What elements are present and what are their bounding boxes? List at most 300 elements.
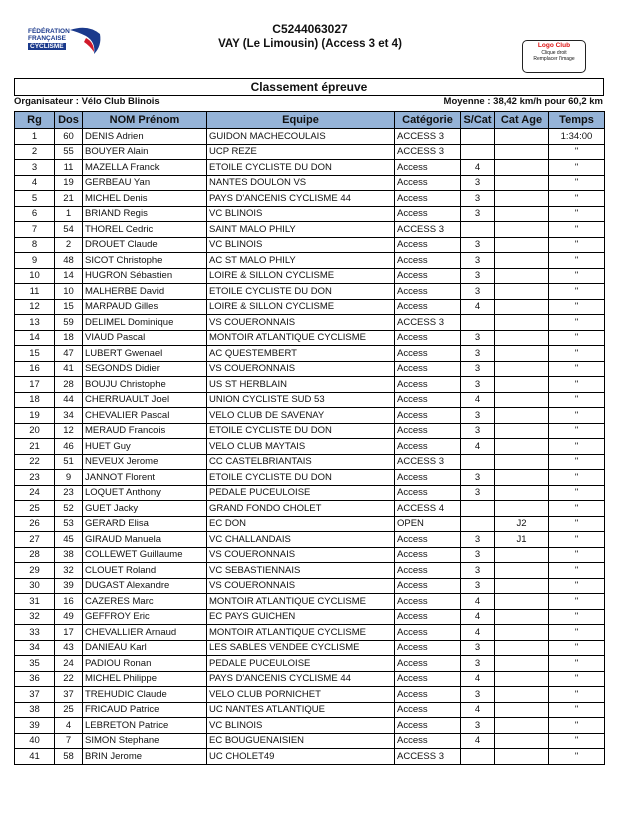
cell-subcategory: 3: [461, 408, 495, 424]
cell-age-category: [495, 439, 549, 455]
cell-bib: 49: [55, 609, 83, 625]
cell-name: MICHEL Philippe: [83, 671, 207, 687]
col-header-time: Temps: [549, 112, 605, 129]
cell-category: Access: [395, 594, 461, 610]
cell-age-category: [495, 392, 549, 408]
cell-time: ": [549, 330, 605, 346]
cell-team: GUIDON MACHECOULAIS: [207, 129, 395, 145]
cell-bib: 60: [55, 129, 83, 145]
table-row: [15, 253, 605, 269]
cell-time: ": [549, 640, 605, 656]
cell-team: LOIRE & SILLON CYCLISME: [207, 268, 395, 284]
cell-time: ": [549, 532, 605, 548]
table-row: [15, 160, 605, 176]
cell-age-category: [495, 501, 549, 517]
cell-age-category: [495, 702, 549, 718]
cell-time: ": [549, 454, 605, 470]
cell-rank: 23: [15, 470, 55, 486]
cell-team: MONTOIR ATLANTIQUE CYCLISME: [207, 594, 395, 610]
cell-bib: 28: [55, 377, 83, 393]
cell-name: FRICAUD Patrice: [83, 702, 207, 718]
cell-rank: 31: [15, 594, 55, 610]
cell-subcategory: [461, 749, 495, 765]
cell-team: CC CASTELBRIANTAIS: [207, 454, 395, 470]
cell-bib: 53: [55, 516, 83, 532]
cell-name: GUET Jacky: [83, 501, 207, 517]
logo-club-hint-2: Remplacer l'image: [533, 56, 575, 62]
cell-age-category: [495, 485, 549, 501]
cell-bib: 21: [55, 191, 83, 207]
cell-bib: 55: [55, 144, 83, 160]
cell-rank: 34: [15, 640, 55, 656]
cell-team: VC BLINOIS: [207, 206, 395, 222]
cell-time: ": [549, 702, 605, 718]
cell-team: PEDALE PUCEULOISE: [207, 656, 395, 672]
table-row: [15, 516, 605, 532]
cell-subcategory: 3: [461, 253, 495, 269]
cell-time: ": [549, 361, 605, 377]
cell-team: VELO CLUB MAYTAIS: [207, 439, 395, 455]
cell-bib: 4: [55, 718, 83, 734]
cell-rank: 24: [15, 485, 55, 501]
cell-category: Access: [395, 671, 461, 687]
table-row: [15, 501, 605, 517]
cell-rank: 33: [15, 625, 55, 641]
table-row: [15, 423, 605, 439]
cell-time: ": [549, 253, 605, 269]
cell-age-category: [495, 749, 549, 765]
cell-time: ": [549, 191, 605, 207]
table-row: [15, 129, 605, 145]
cell-time: ": [549, 594, 605, 610]
table-row: [15, 470, 605, 486]
cell-bib: 54: [55, 222, 83, 238]
cell-subcategory: [461, 454, 495, 470]
average-speed: Moyenne : 38,42 km/h pour 60,2 km: [443, 96, 603, 107]
cell-category: Access: [395, 237, 461, 253]
cell-bib: 1: [55, 206, 83, 222]
cell-age-category: [495, 361, 549, 377]
cell-subcategory: [461, 315, 495, 331]
cell-time: ": [549, 144, 605, 160]
cell-age-category: [495, 594, 549, 610]
cell-age-category: J1: [495, 532, 549, 548]
cell-team: VC SEBASTIENNAIS: [207, 563, 395, 579]
cell-subcategory: 3: [461, 563, 495, 579]
cell-subcategory: 3: [461, 175, 495, 191]
cell-team: AC ST MALO PHILY: [207, 253, 395, 269]
cell-bib: 11: [55, 160, 83, 176]
logo-line-2: FRANÇAISE: [28, 35, 66, 42]
cell-team: PAYS D'ANCENIS CYCLISME 44: [207, 671, 395, 687]
table-row: [15, 299, 605, 315]
cell-subcategory: 3: [461, 532, 495, 548]
logo-line-3: CYCLISME: [30, 43, 64, 50]
cell-rank: 16: [15, 361, 55, 377]
cell-team: MONTOIR ATLANTIQUE CYCLISME: [207, 330, 395, 346]
cell-name: DENIS Adrien: [83, 129, 207, 145]
cell-age-category: [495, 671, 549, 687]
cell-category: Access: [395, 206, 461, 222]
cell-name: GIRAUD Manuela: [83, 532, 207, 548]
cell-bib: 59: [55, 315, 83, 331]
cell-name: BRIAND Regis: [83, 206, 207, 222]
cell-rank: 17: [15, 377, 55, 393]
cell-age-category: [495, 268, 549, 284]
cell-bib: 24: [55, 656, 83, 672]
cell-team: PAYS D'ANCENIS CYCLISME 44: [207, 191, 395, 207]
cell-name: DANIEAU Karl: [83, 640, 207, 656]
cell-category: Access: [395, 268, 461, 284]
cell-time: ": [549, 206, 605, 222]
cell-bib: 22: [55, 671, 83, 687]
cell-bib: 7: [55, 733, 83, 749]
cell-rank: 39: [15, 718, 55, 734]
cell-category: Access: [395, 439, 461, 455]
cell-age-category: [495, 346, 549, 362]
cell-age-category: [495, 687, 549, 703]
table-row: [15, 687, 605, 703]
cell-team: EC DON: [207, 516, 395, 532]
cell-subcategory: 3: [461, 361, 495, 377]
cell-bib: 34: [55, 408, 83, 424]
cell-team: ETOILE CYCLISTE DU DON: [207, 423, 395, 439]
cell-time: ": [549, 160, 605, 176]
cell-bib: 47: [55, 346, 83, 362]
cell-time: ": [549, 578, 605, 594]
cell-age-category: [495, 656, 549, 672]
cell-age-category: [495, 454, 549, 470]
col-header-team: Equipe: [207, 112, 395, 129]
cell-team: VELO CLUB DE SAVENAY: [207, 408, 395, 424]
cell-name: CHEVALIER Pascal: [83, 408, 207, 424]
table-row: [15, 377, 605, 393]
cell-name: CHEVALLIER Arnaud: [83, 625, 207, 641]
cell-category: Access: [395, 330, 461, 346]
cell-rank: 40: [15, 733, 55, 749]
table-row: [15, 532, 605, 548]
cell-subcategory: 3: [461, 268, 495, 284]
cell-time: ": [549, 175, 605, 191]
cell-time: ": [549, 656, 605, 672]
cell-category: Access: [395, 609, 461, 625]
cell-category: Access: [395, 392, 461, 408]
cell-name: BOUJU Christophe: [83, 377, 207, 393]
cell-bib: 32: [55, 563, 83, 579]
race-name: VAY (Le Limousin) (Access 3 et 4): [218, 38, 402, 50]
table-row: [15, 175, 605, 191]
table-row: [15, 284, 605, 300]
cell-subcategory: [461, 144, 495, 160]
cell-age-category: [495, 625, 549, 641]
cell-subcategory: [461, 222, 495, 238]
cell-time: ": [549, 392, 605, 408]
col-header-name: NOM Prénom: [83, 112, 207, 129]
table-row: [15, 656, 605, 672]
cell-name: SIMON Stephane: [83, 733, 207, 749]
cell-team: SAINT MALO PHILY: [207, 222, 395, 238]
table-row: [15, 191, 605, 207]
cell-team: EC PAYS GUICHEN: [207, 609, 395, 625]
cell-age-category: [495, 423, 549, 439]
table-row: [15, 237, 605, 253]
cell-category: ACCESS 4: [395, 501, 461, 517]
cell-age-category: [495, 129, 549, 145]
cell-age-category: [495, 330, 549, 346]
cell-rank: 10: [15, 268, 55, 284]
cell-rank: 11: [15, 284, 55, 300]
cell-age-category: [495, 718, 549, 734]
cell-team: GRAND FONDO CHOLET: [207, 501, 395, 517]
cell-team: VC CHALLANDAIS: [207, 532, 395, 548]
cell-name: THOREL Cedric: [83, 222, 207, 238]
cell-team: VC BLINOIS: [207, 718, 395, 734]
cell-team: ETOILE CYCLISTE DU DON: [207, 470, 395, 486]
cell-rank: 1: [15, 129, 55, 145]
cell-name: SEGONDS Didier: [83, 361, 207, 377]
cell-category: Access: [395, 625, 461, 641]
cell-category: ACCESS 3: [395, 144, 461, 160]
cell-rank: 6: [15, 206, 55, 222]
cell-team: VELO CLUB PORNICHET: [207, 687, 395, 703]
cell-name: HUGRON Sébastien: [83, 268, 207, 284]
cell-bib: 45: [55, 532, 83, 548]
cell-subcategory: 4: [461, 733, 495, 749]
cell-age-category: [495, 640, 549, 656]
cell-category: Access: [395, 175, 461, 191]
table-row: [15, 640, 605, 656]
cell-team: NANTES DOULON VS: [207, 175, 395, 191]
cell-time: ": [549, 299, 605, 315]
table-row: [15, 485, 605, 501]
cell-name: MALHERBE David: [83, 284, 207, 300]
cell-rank: 37: [15, 687, 55, 703]
cell-category: Access: [395, 377, 461, 393]
table-row: [15, 563, 605, 579]
cell-subcategory: 3: [461, 284, 495, 300]
cell-subcategory: 4: [461, 392, 495, 408]
cell-name: JANNOT Florent: [83, 470, 207, 486]
cell-age-category: [495, 578, 549, 594]
cell-category: Access: [395, 687, 461, 703]
logo-club-placeholder[interactable]: [522, 40, 586, 73]
cell-category: Access: [395, 299, 461, 315]
cell-subcategory: 3: [461, 423, 495, 439]
cell-time: ": [549, 671, 605, 687]
cell-team: ETOILE CYCLISTE DU DON: [207, 160, 395, 176]
cell-name: TREHUDIC Claude: [83, 687, 207, 703]
cell-bib: 37: [55, 687, 83, 703]
cell-rank: 20: [15, 423, 55, 439]
cell-name: PADIOU Ronan: [83, 656, 207, 672]
cell-subcategory: 3: [461, 237, 495, 253]
cell-subcategory: 4: [461, 299, 495, 315]
cell-category: ACCESS 3: [395, 222, 461, 238]
cell-rank: 8: [15, 237, 55, 253]
cell-bib: 48: [55, 253, 83, 269]
cell-subcategory: 4: [461, 702, 495, 718]
table-row: [15, 594, 605, 610]
cell-time: ": [549, 609, 605, 625]
cell-name: BRIN Jerome: [83, 749, 207, 765]
cell-age-category: [495, 377, 549, 393]
cell-team: VS COUERONNAIS: [207, 315, 395, 331]
cell-age-category: [495, 206, 549, 222]
cell-time: ": [549, 237, 605, 253]
cell-name: SICOT Christophe: [83, 253, 207, 269]
cell-subcategory: 3: [461, 656, 495, 672]
cell-rank: 19: [15, 408, 55, 424]
cell-rank: 25: [15, 501, 55, 517]
cell-rank: 30: [15, 578, 55, 594]
cell-name: GERBEAU Yan: [83, 175, 207, 191]
cell-category: Access: [395, 733, 461, 749]
cell-team: UC NANTES ATLANTIQUE: [207, 702, 395, 718]
cell-time: ": [549, 346, 605, 362]
cell-subcategory: [461, 129, 495, 145]
cell-bib: 58: [55, 749, 83, 765]
cell-bib: 44: [55, 392, 83, 408]
cell-subcategory: 3: [461, 470, 495, 486]
cell-category: Access: [395, 408, 461, 424]
table-row: [15, 268, 605, 284]
cell-rank: 14: [15, 330, 55, 346]
cell-bib: 46: [55, 439, 83, 455]
cell-bib: 18: [55, 330, 83, 346]
cell-team: US ST HERBLAIN: [207, 377, 395, 393]
cell-bib: 51: [55, 454, 83, 470]
cell-rank: 7: [15, 222, 55, 238]
cell-name: LUBERT Gwenael: [83, 346, 207, 362]
cell-age-category: [495, 299, 549, 315]
table-row: [15, 361, 605, 377]
cell-rank: 26: [15, 516, 55, 532]
cell-time: ": [549, 377, 605, 393]
table-row: [15, 315, 605, 331]
table-row: [15, 408, 605, 424]
cell-rank: 18: [15, 392, 55, 408]
table-row: [15, 733, 605, 749]
cell-time: ": [549, 733, 605, 749]
cell-team: ETOILE CYCLISTE DU DON: [207, 284, 395, 300]
cell-category: Access: [395, 423, 461, 439]
cell-subcategory: 3: [461, 687, 495, 703]
cell-team: LES SABLES VENDEE CYCLISME: [207, 640, 395, 656]
cell-name: CLOUET Roland: [83, 563, 207, 579]
cell-age-category: [495, 191, 549, 207]
cell-name: DELIMEL Dominique: [83, 315, 207, 331]
col-header-category: Catégorie: [395, 112, 461, 129]
cell-age-category: [495, 237, 549, 253]
cell-name: DUGAST Alexandre: [83, 578, 207, 594]
cell-time: ": [549, 315, 605, 331]
cell-team: VC BLINOIS: [207, 237, 395, 253]
cell-category: Access: [395, 640, 461, 656]
logo-line-1: FÉDÉRATION: [28, 28, 70, 35]
cell-age-category: [495, 175, 549, 191]
cell-name: BOUYER Alain: [83, 144, 207, 160]
cell-category: OPEN: [395, 516, 461, 532]
cell-rank: 3: [15, 160, 55, 176]
cell-rank: 21: [15, 439, 55, 455]
cell-subcategory: 3: [461, 718, 495, 734]
cell-category: Access: [395, 718, 461, 734]
cell-subcategory: 3: [461, 206, 495, 222]
cell-age-category: [495, 284, 549, 300]
cell-rank: 28: [15, 547, 55, 563]
cell-team: UC CHOLET49: [207, 749, 395, 765]
cell-team: LOIRE & SILLON CYCLISME: [207, 299, 395, 315]
table-row: [15, 222, 605, 238]
cell-rank: 35: [15, 656, 55, 672]
cell-team: VS COUERONNAIS: [207, 361, 395, 377]
cell-subcategory: 3: [461, 377, 495, 393]
cell-team: EC BOUGUENAISIEN: [207, 733, 395, 749]
cell-name: MERAUD Francois: [83, 423, 207, 439]
cell-bib: 39: [55, 578, 83, 594]
cell-subcategory: 4: [461, 594, 495, 610]
cell-bib: 16: [55, 594, 83, 610]
table-row: [15, 547, 605, 563]
cell-category: Access: [395, 547, 461, 563]
cell-bib: 12: [55, 423, 83, 439]
cell-age-category: [495, 144, 549, 160]
table-row: [15, 439, 605, 455]
cell-subcategory: [461, 516, 495, 532]
cell-age-category: [495, 563, 549, 579]
cell-bib: 41: [55, 361, 83, 377]
cell-team: VS COUERONNAIS: [207, 578, 395, 594]
cell-rank: 27: [15, 532, 55, 548]
cell-bib: 23: [55, 485, 83, 501]
cell-rank: 36: [15, 671, 55, 687]
table-row: [15, 671, 605, 687]
cell-age-category: [495, 253, 549, 269]
cell-name: DROUET Claude: [83, 237, 207, 253]
table-row: [15, 718, 605, 734]
col-header-subcategory: S/Cat: [461, 112, 495, 129]
cell-time: ": [549, 718, 605, 734]
cell-category: ACCESS 3: [395, 454, 461, 470]
cell-time: ": [549, 749, 605, 765]
cell-subcategory: 4: [461, 671, 495, 687]
cell-category: Access: [395, 532, 461, 548]
col-header-age-category: Cat Age: [495, 112, 549, 129]
cell-category: ACCESS 3: [395, 129, 461, 145]
cell-time: ": [549, 439, 605, 455]
cell-rank: 5: [15, 191, 55, 207]
cell-category: Access: [395, 578, 461, 594]
cell-category: ACCESS 3: [395, 315, 461, 331]
table-row: [15, 392, 605, 408]
cell-rank: 32: [15, 609, 55, 625]
cell-name: COLLEWET Guillaume: [83, 547, 207, 563]
cell-category: Access: [395, 361, 461, 377]
cell-subcategory: 3: [461, 485, 495, 501]
cell-rank: 13: [15, 315, 55, 331]
cell-category: Access: [395, 284, 461, 300]
cell-subcategory: 3: [461, 191, 495, 207]
cell-bib: 14: [55, 268, 83, 284]
cell-time: ": [549, 222, 605, 238]
table-row: [15, 749, 605, 765]
cell-name: GEFFROY Eric: [83, 609, 207, 625]
cell-team: MONTOIR ATLANTIQUE CYCLISME: [207, 625, 395, 641]
table-row: [15, 578, 605, 594]
cell-category: Access: [395, 160, 461, 176]
cell-rank: 41: [15, 749, 55, 765]
table-row: [15, 330, 605, 346]
